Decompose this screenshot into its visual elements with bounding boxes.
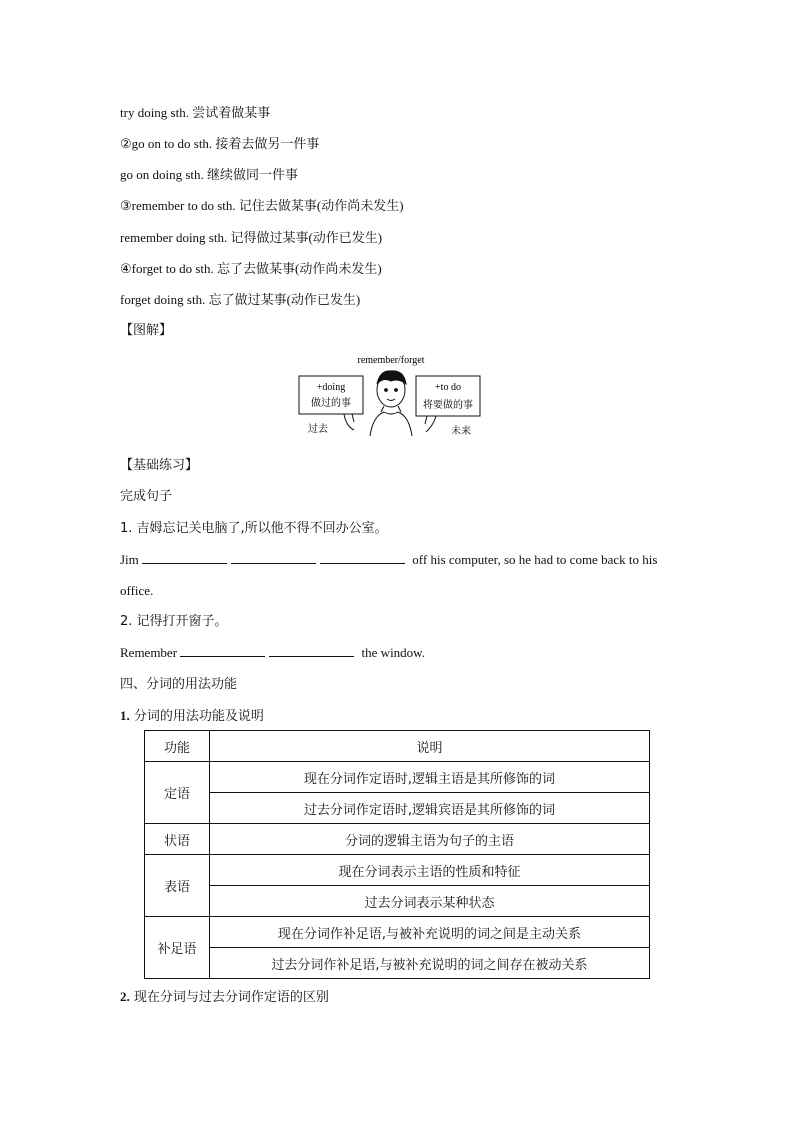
phrase-forget-doing: forget doing sth. 忘了做过某事(动作已发生) (120, 292, 361, 307)
subsection-2-heading (120, 988, 329, 1007)
table-row (145, 917, 650, 948)
question-1-english (120, 551, 657, 569)
phrase-go-on-doing: go on doing sth. 继续做同一件事 (120, 167, 299, 182)
subsection-2-text: 现在分词与过去分词作定语的区别 (129, 990, 329, 1005)
table-cell-function: 定语 (145, 762, 210, 824)
q2-start: Remember (120, 645, 178, 660)
table-cell-description: 现在分词作定语时,逻辑主语是其所修饰的词 (210, 762, 650, 793)
past-label: 过去 (308, 424, 328, 435)
participle-function-table (144, 730, 650, 979)
phrase-remember-to-do: ③remember to do sth. 记住去做某事(动作尚未发生) (120, 198, 404, 213)
q1-blank-2[interactable] (231, 551, 316, 564)
question-1-chinese: 1. 吉姆忘记关电脑了,所以他不得不回办公室。 (120, 521, 388, 536)
subsection-2-number: 2. (120, 989, 130, 1004)
table-header-row (145, 731, 650, 762)
table-cell-function: 补足语 (145, 917, 210, 979)
phrase-go-on-to-do: ②go on to do sth. 接着去做另一件事 (120, 136, 320, 151)
practice-subheading: 完成句子 (120, 489, 173, 504)
table-cell-description: 现在分词表示主语的性质和特征 (210, 855, 650, 886)
q2-end: the window. (361, 645, 425, 660)
left-sign-line1: +doing (316, 382, 346, 393)
tujie-heading: 【图解】 (120, 323, 173, 338)
future-label: 未来 (451, 426, 471, 437)
q1-blank-1[interactable] (142, 551, 227, 564)
table-cell-description: 过去分词作定语时,逻辑宾语是其所修饰的词 (210, 793, 650, 824)
table-cell-function: 状语 (145, 824, 210, 855)
q2-blank-2[interactable] (269, 644, 354, 657)
table-row (145, 855, 650, 886)
remember-forget-illustration (296, 350, 486, 442)
table-row (145, 886, 650, 917)
section-4-heading: 四、分词的用法功能 (120, 677, 238, 692)
table-cell-description: 分词的逻辑主语为句子的主语 (210, 824, 650, 855)
subsection-1-text: 分词的用法功能及说明 (129, 709, 264, 724)
table-row (145, 793, 650, 824)
phrase-forget-to-do: ④forget to do sth. 忘了去做某事(动作尚未发生) (120, 261, 382, 276)
q1-start: Jim (120, 552, 139, 567)
question-2-english (120, 644, 425, 662)
question-2-chinese: 2. 记得打开窗子。 (120, 614, 228, 629)
left-sign-line2: 做过的事 (311, 398, 351, 409)
table-row (145, 824, 650, 855)
practice-heading: 【基础练习】 (120, 458, 199, 473)
q1-end: off his computer, so he had to come back to his (412, 552, 658, 567)
right-sign-line1: +to do (435, 382, 461, 393)
phrase-try-doing: try doing sth. 尝试着做某事 (120, 105, 271, 120)
subsection-1-number: 1. (120, 708, 130, 723)
table-header-description: 说明 (210, 731, 650, 762)
table-cell-function: 表语 (145, 855, 210, 917)
q1-blank-3[interactable] (320, 551, 405, 564)
phrase-remember-doing: remember doing sth. 记得做过某事(动作已发生) (120, 230, 383, 245)
question-1-continuation: office. (120, 583, 154, 598)
table-cell-description: 现在分词作补足语,与被补充说明的词之间是主动关系 (210, 917, 650, 948)
table-cell-description: 过去分词表示某种状态 (210, 886, 650, 917)
q2-blank-1[interactable] (180, 644, 265, 657)
table-row (145, 948, 650, 979)
subsection-1-heading (120, 707, 264, 726)
table-header-function: 功能 (145, 731, 210, 762)
table-row (145, 762, 650, 793)
figure-top-label: remember/forget (357, 355, 425, 366)
table-cell-description: 过去分词作补足语,与被补充说明的词之间存在被动关系 (210, 948, 650, 979)
right-sign-line2: 将要做的事 (423, 400, 473, 411)
